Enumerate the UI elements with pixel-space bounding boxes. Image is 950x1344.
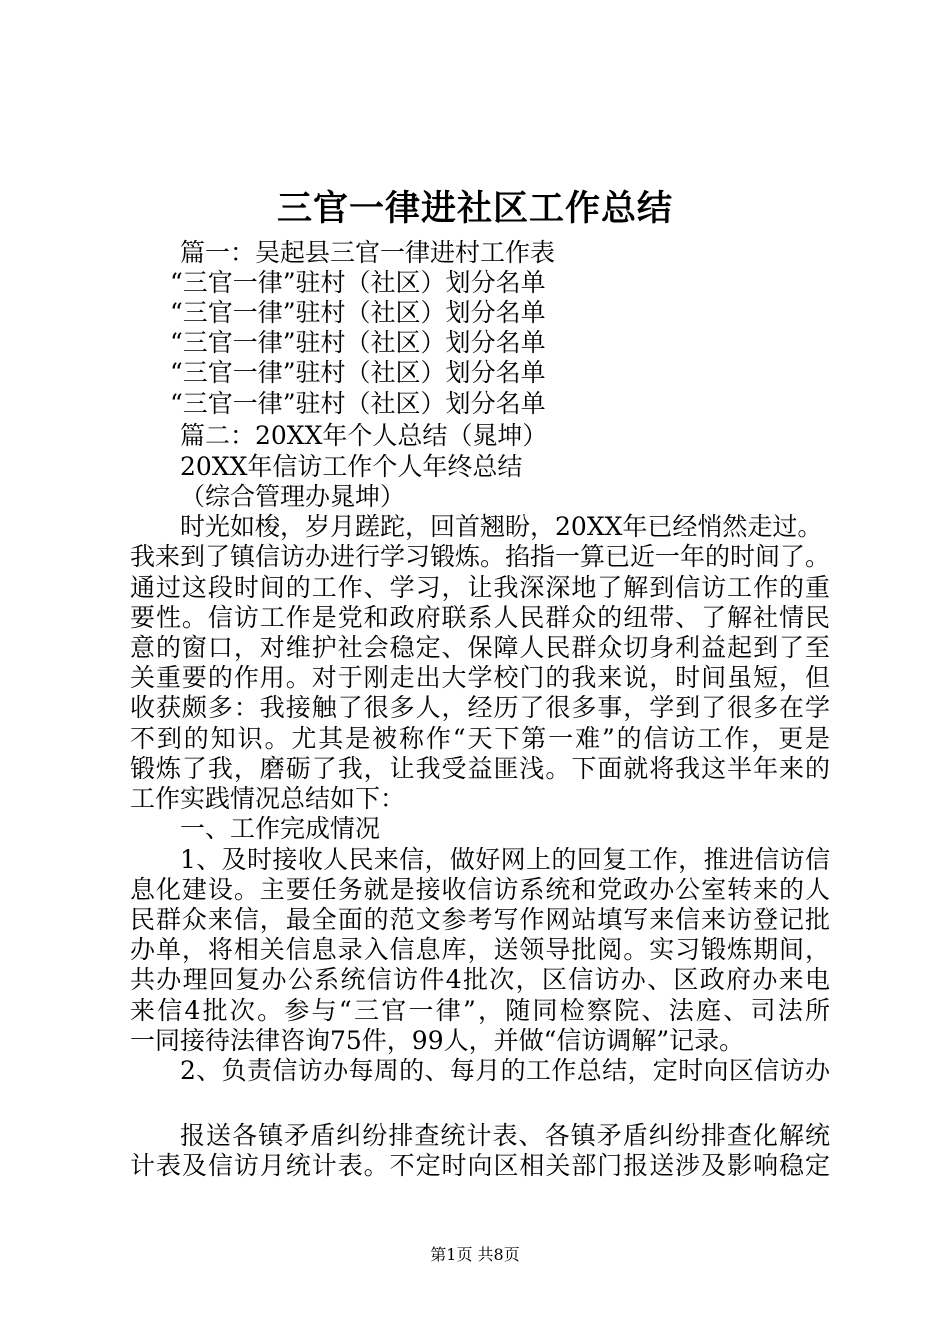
text-line: 时光如梭，岁月蹉跎，回首翘盼，20XX年已经悄然走过。: [180, 512, 823, 541]
text-line: 办单，将相关信息录入信息库，送领导批阅。实习锻炼期间，: [130, 935, 830, 964]
text-line: 我来到了镇信访办进行学习锻炼。掐指一算已近一年的时间了。: [130, 542, 831, 571]
text-line: 意的窗口，对维护社会稳定、保障人民群众切身利益起到了至: [130, 633, 830, 662]
page-footer: 第1页 共8页: [430, 1245, 520, 1264]
text-line: 共办理回复办公系统信访件4批次，区信访办、区政府办来电: [130, 965, 830, 994]
text-line: “三官一律”驻村（社区）划分名单: [170, 328, 546, 357]
text-line: 一、工作完成情况: [180, 814, 381, 843]
text-line: 一同接待法律咨询75件，99人，并做“信访调解”记录。: [130, 1026, 745, 1055]
text-line: （综合管理办晁坤）: [180, 482, 406, 511]
text-line: 报送各镇矛盾纠纷排查统计表、各镇矛盾纠纷排查化解统: [180, 1121, 830, 1150]
text-line: 息化建设。主要任务就是接收信访系统和党政办公室转来的人: [130, 875, 830, 904]
text-line: 工作实践情况总结如下：: [130, 784, 406, 813]
text-line: 关重要的作用。对于刚走出大学校门的我来说，时间虽短，但: [130, 663, 830, 692]
text-line: 2、负责信访办每周的、每月的工作总结，定时向区信访办: [180, 1056, 830, 1085]
text-line: “三官一律”驻村（社区）划分名单: [170, 268, 546, 297]
text-line: 要性。信访工作是党和政府联系人民群众的纽带、了解社情民: [130, 603, 830, 632]
text-line: 收获颇多：我接触了很多人，经历了很多事，学到了很多在学: [130, 693, 830, 722]
text-line: “三官一律”驻村（社区）划分名单: [170, 389, 546, 418]
text-line: “三官一律”驻村（社区）划分名单: [170, 358, 546, 387]
text-line: 不到的知识。尤其是被称作“天下第一难”的信访工作，更是: [130, 724, 830, 753]
document-title: 三官一律进社区工作总结: [276, 188, 673, 229]
text-line: 民群众来信，最全面的范文参考写作网站填写来信来访登记批: [130, 905, 830, 934]
text-line: 锻炼了我，磨砺了我，让我受益匪浅。下面就将我这半年来的: [130, 754, 830, 783]
text-line: 计表及信访月统计表。不定时向区相关部门报送涉及影响稳定: [130, 1151, 830, 1180]
text-line: 篇一：吴起县三官一律进村工作表: [180, 238, 556, 267]
text-line: “三官一律”驻村（社区）划分名单: [170, 298, 546, 327]
text-line: 1、及时接收人民来信，做好网上的回复工作，推进信访信: [180, 845, 830, 874]
text-line: 篇二：20XX年个人总结（晁坤）: [180, 421, 548, 450]
text-line: 来信4批次。参与“三官一律”，随同检察院、法庭、司法所: [130, 996, 830, 1025]
text-line: 20XX年信访工作个人年终总结: [180, 452, 523, 481]
text-line: 通过这段时间的工作、学习，让我深深地了解到信访工作的重: [130, 573, 830, 602]
